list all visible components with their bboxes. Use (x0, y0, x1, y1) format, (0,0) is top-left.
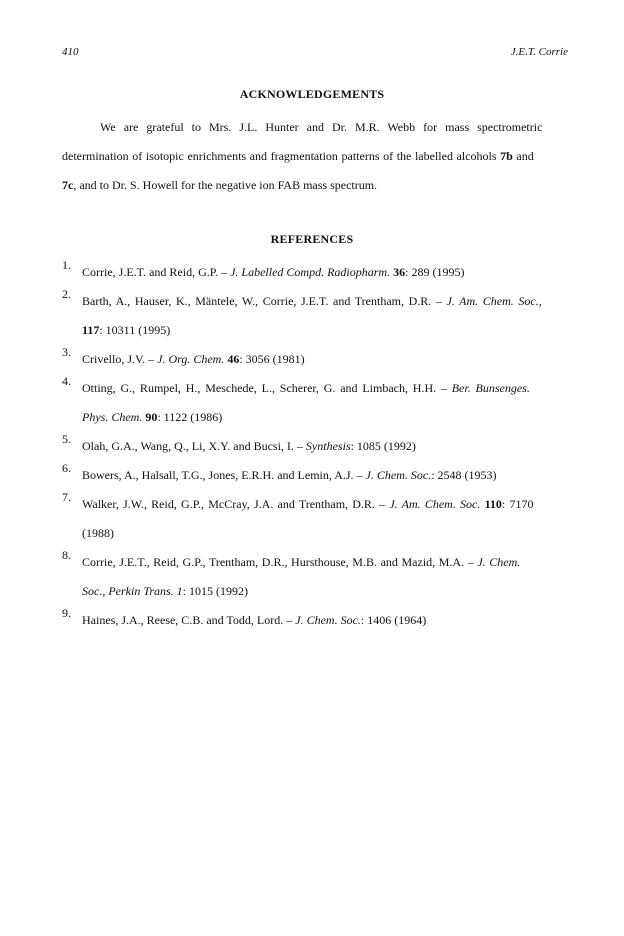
reference-number: 7. (62, 490, 71, 504)
reference-number: 4. (62, 374, 71, 388)
reference-number: 3. (62, 345, 71, 359)
acknowledgements-paragraph (62, 113, 554, 200)
ack-line-1: We are grateful to Mrs. J.L. Hunter and Dr. M.R. Webb for mass spectrometric (100, 120, 543, 134)
ack-line-3: 7c, and to Dr. S. Howell for the negative ion FAB mass spectrum. (62, 178, 378, 192)
references-heading: REFERENCES (270, 232, 354, 246)
reference-number: 6. (62, 461, 71, 475)
acknowledgements-heading: ACKNOWLEDGEMENTS (239, 87, 385, 101)
reference-number: 9. (62, 606, 71, 620)
reference-number: 5. (62, 432, 71, 446)
running-author: J.E.T. Corrie (510, 46, 568, 58)
reference-number: 1. (62, 258, 71, 272)
document-page: 410 J.E.T. Corrie ACKNOWLEDGEMENTS We are grateful to Mrs. J.L. Hunter and Dr. M.R. Webb for mass spectrometric determination of isotopic enrichments and fragmentation patterns of the labelled alcohols 7b and 7c, and to Dr. S. Howell for the negative ion FAB mass spectrum. REFERENCES 1. Corrie, J.E.T. and Reid, G.P. – J. Labelled Compd. Radiopharm. 36: 289 (1995) 2. Barth, A., Hauser, K., Mäntele, W., Corrie, J.E.T. and Trentham, D.R. – J. Am. Chem. Soc., 117: 10311 (1995) 3. Crivello, J.V. – J. Org. Chem. 46: 3056 (1981) 4. Otting, G., Rumpel, H., Meschede, L., Scherer, G. and Limbach, H.H. – Ber. Bunsenges. Phys. Chem. 90: 1122 (1986) 5. Olah, G.A., Wang, Q., Li, X.Y. and Bucsi, I. – Synthesis: 1085 (1992) 6. Bowers, A., Halsall, T.G., Jones, E.R.H. and Lemin, A.J. – J. Chem. Soc.: 2548 (1953) 7. Walker, J.W., Reid, G.P., McCray, J.A. and Trentham, D.R. – J. Am. Chem. Soc. 110: 7170 (1988) 8. Corrie, J.E.T., Reid, G.P., Trentham, D.R., Hursthouse, M.B. and Mazid, M.A. – J. Chem. Soc., Perkin Trans. 1: 1015 (1992) 9. Haines, J.A., Reese, C.B. and Todd, Lord. – J. Chem. Soc.: 1406 (1964) (0, 0, 624, 936)
reference-number: 2. (62, 287, 71, 301)
reference-number: 8. (62, 548, 71, 562)
ack-line-2: determination of isotopic enrichments and fragmentation patterns of the labelled alcohols 7b and (62, 149, 534, 163)
page-number: 410 (62, 46, 79, 58)
